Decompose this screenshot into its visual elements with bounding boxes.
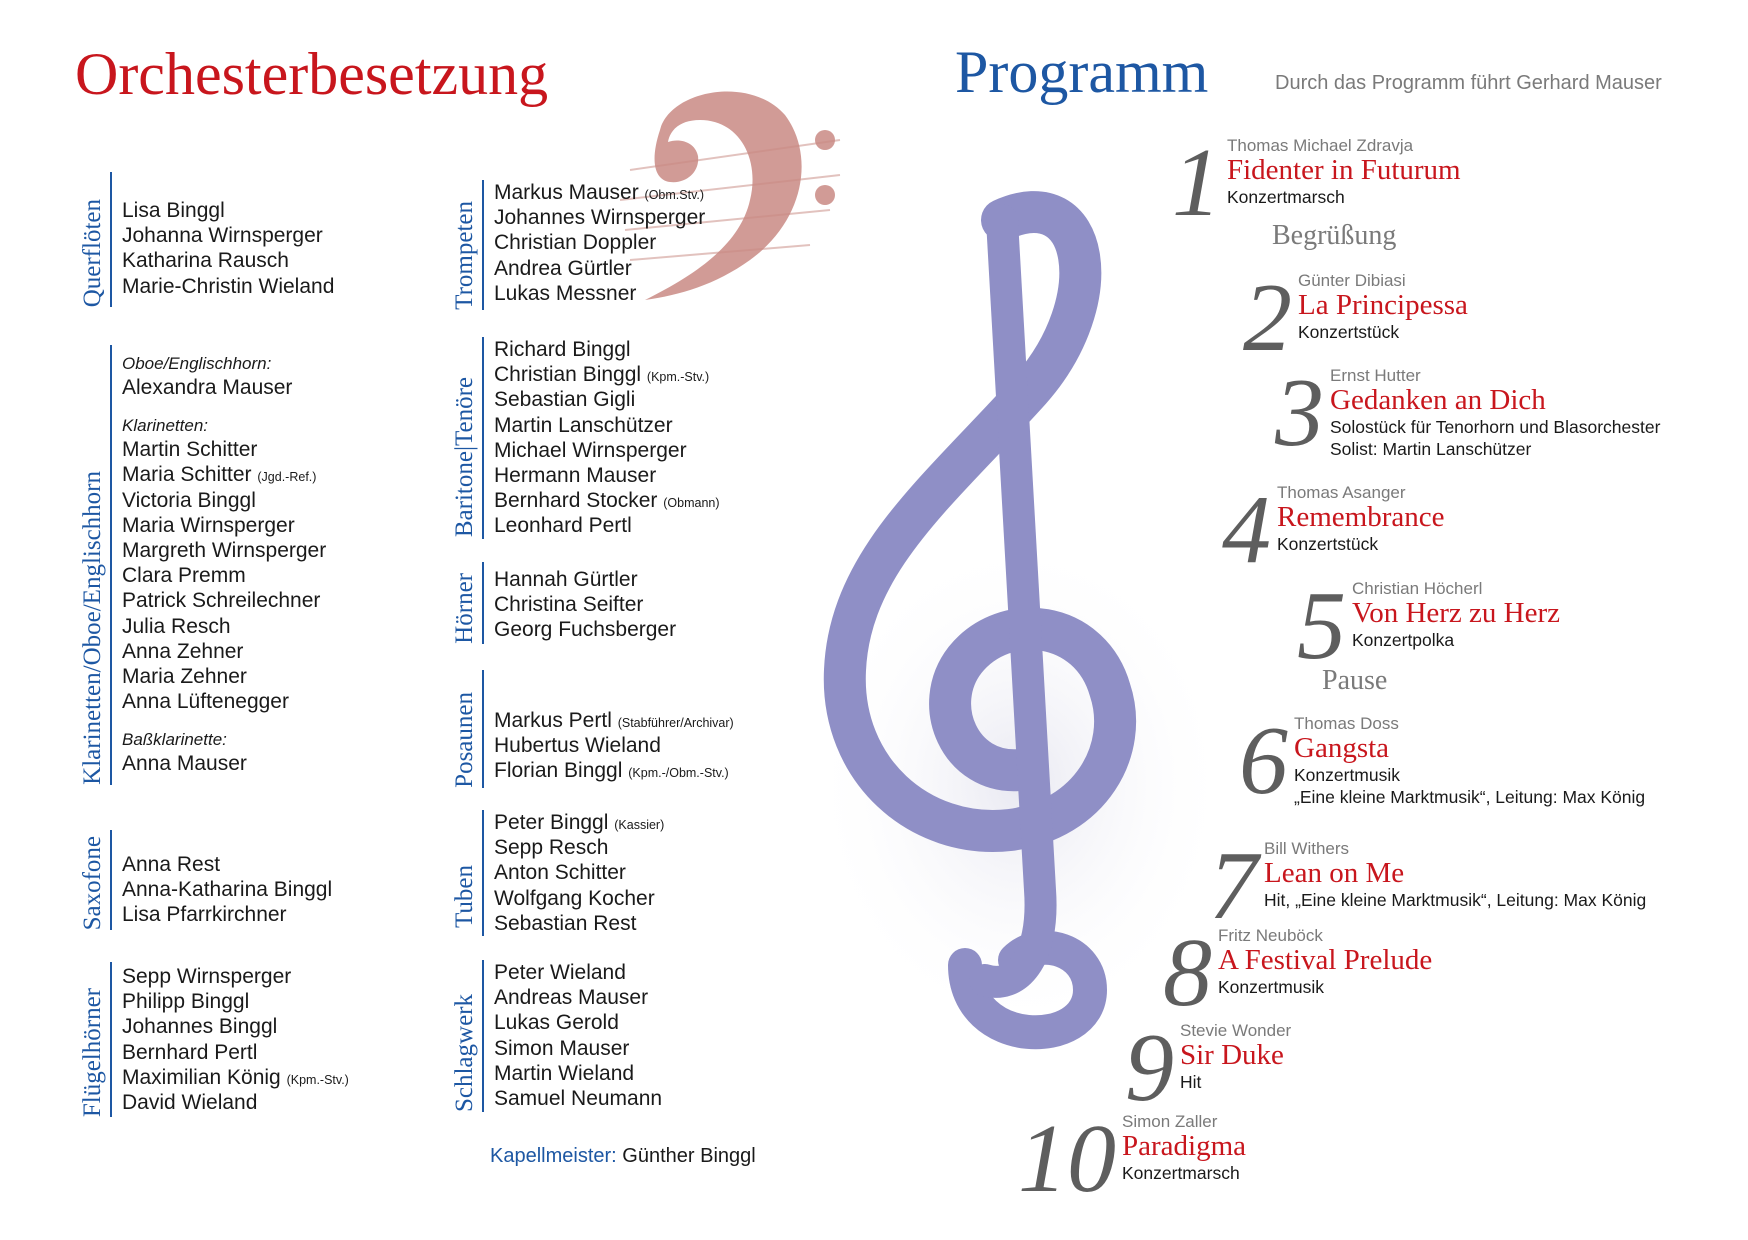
program-description: Konzertmusik <box>1218 977 1325 997</box>
program-number: 3 <box>1275 359 1324 467</box>
member-name: Alexandra Mauser <box>122 376 293 399</box>
program-title: Remembrance <box>1277 501 1445 533</box>
member-name: Florian Binggl (Kpm.-/Obm.-Stv.) <box>494 759 729 783</box>
program-title: Programm <box>955 39 1209 105</box>
program-description: Konzertstück <box>1277 534 1379 554</box>
member-name: Maria Wirnsperger <box>122 513 295 537</box>
treble-clef-icon <box>790 190 1220 1090</box>
member-name: Lukas Messner <box>494 281 637 305</box>
program-composer: Günter Dibiasi <box>1298 271 1406 290</box>
section-hoerner <box>450 562 676 644</box>
member-name: Anna Mauser <box>122 752 247 776</box>
member-name: Bernhard Stocker (Obmann) <box>494 489 720 513</box>
program-description: Konzertmarsch <box>1122 1163 1240 1183</box>
member-name: Julia Resch <box>122 614 231 638</box>
member-name: Hannah Gürtler <box>494 568 638 591</box>
program-item <box>1243 264 1468 372</box>
member-name: Lisa Pfarrkirchner <box>122 903 287 927</box>
member-name: Samuel Neumann <box>494 1086 663 1110</box>
program-number: 4 <box>1222 476 1271 584</box>
subsection-label: Baßklarinette: <box>122 730 227 750</box>
section-tuben <box>450 810 664 936</box>
member-name: Michael Wirnsperger <box>494 438 687 462</box>
program-item <box>1222 476 1445 584</box>
member-name: Maria Zehner <box>122 664 247 688</box>
program-composer: Stevie Wonder <box>1180 1021 1292 1040</box>
member-name: Markus Pertl (Stabführer/Archivar) <box>494 709 734 732</box>
subsection-label: Klarinetten: <box>122 416 208 436</box>
program-composer: Ernst Hutter <box>1330 366 1421 385</box>
program-composer: Bill Withers <box>1264 839 1350 858</box>
program-title: Lean on Me <box>1264 857 1405 889</box>
program-composer: Thomas Michael Zdravja <box>1227 136 1414 155</box>
member-name: Christina Seifter <box>494 593 644 617</box>
section-label: Schlagwerk <box>451 993 478 1112</box>
member-name: Hubertus Wieland <box>494 734 661 758</box>
section-klarinetten <box>78 345 326 785</box>
program-item <box>1275 359 1661 467</box>
program-item <box>1018 1105 1247 1213</box>
member-name: Andreas Mauser <box>494 986 649 1010</box>
program-number: 5 <box>1297 572 1346 680</box>
section-schlagwerk <box>450 960 662 1112</box>
member-name: Maximilian König (Kpm.-Stv.) <box>122 1065 349 1089</box>
member-name: Christian Binggl (Kpm.-Stv.) <box>494 363 710 387</box>
member-name: Marie-Christin Wieland <box>122 274 335 298</box>
role-note: (Jgd.-Ref.) <box>257 470 317 485</box>
section-trompeten <box>450 180 705 310</box>
role-note: (Obm.Stv.) <box>644 188 705 202</box>
program-title: La Principessa <box>1298 289 1468 321</box>
section-label: Flügelhörner <box>79 987 106 1117</box>
program-description: Konzertpolka <box>1352 630 1455 650</box>
member-name: Peter Wieland <box>494 961 626 984</box>
program-number: 6 <box>1239 707 1288 815</box>
role-note: (Kpm.-Stv.) <box>286 1072 349 1087</box>
section-label: Saxofone <box>79 835 106 930</box>
section-label: Hörner <box>451 573 478 644</box>
program-description: Konzertmusik <box>1294 765 1401 785</box>
program-title: Fidenter in Futurum <box>1227 154 1461 186</box>
program-number: 8 <box>1163 919 1212 1027</box>
program-title: Von Herz zu Herz <box>1352 597 1561 629</box>
program-description: Solostück für Tenorhorn und Blasorchester <box>1330 417 1661 437</box>
member-name: Clara Premm <box>122 564 246 588</box>
member-name: Hermann Mauser <box>494 463 657 487</box>
member-name: Anna Zehner <box>122 639 244 663</box>
program-composer: Thomas Doss <box>1294 714 1399 733</box>
program-description: Konzertstück <box>1298 322 1400 342</box>
member-name: Anna Rest <box>122 853 221 876</box>
program-title: Gangsta <box>1294 732 1390 764</box>
program-number: 2 <box>1243 264 1292 372</box>
program-description: Konzertmarsch <box>1227 187 1345 207</box>
program-description: Hit <box>1180 1072 1202 1092</box>
role-note: (Kpm.-Stv.) <box>646 370 710 385</box>
break-pause: Pause <box>1322 665 1388 696</box>
member-name: Johanna Wirnsperger <box>122 224 323 248</box>
orchestra-title: Orchesterbesetzung <box>75 41 549 107</box>
member-name: Anna Lüftenegger <box>122 690 289 714</box>
member-name: Simon Mauser <box>494 1036 630 1060</box>
program-number: 10 <box>1018 1105 1116 1213</box>
program-title: A Festival Prelude <box>1218 944 1433 976</box>
program-description: Solist: Martin Lanschützer <box>1330 439 1532 459</box>
member-name: Anna-Katharina Binggl <box>122 878 333 902</box>
member-name: Philipp Binggl <box>122 990 250 1014</box>
program-number: 1 <box>1172 129 1221 237</box>
member-name: Christian Doppler <box>494 231 657 255</box>
member-name: Georg Fuchsberger <box>494 618 677 642</box>
member-name: Martin Schitter <box>122 438 258 462</box>
kapellmeister-label: Kapellmeister: <box>490 1145 617 1167</box>
member-name: Lukas Gerold <box>494 1011 619 1035</box>
member-name: Sebastian Gigli <box>494 388 636 412</box>
moderator-note: Durch das Programm führt Gerhard Mauser <box>1275 72 1662 94</box>
member-name: Johannes Binggl <box>122 1015 278 1039</box>
program-title: Gedanken an Dich <box>1330 384 1546 416</box>
member-name: Sepp Resch <box>494 836 609 860</box>
member-name: Anton Schitter <box>494 861 626 885</box>
section-label: Querflöten <box>79 198 106 307</box>
program-item <box>1297 572 1561 680</box>
role-note: (Stabführer/Archivar) <box>617 716 734 730</box>
member-name: Margreth Wirnsperger <box>122 538 327 562</box>
program-number: 7 <box>1209 832 1258 940</box>
section-label: Baritone|Tenöre <box>451 376 478 537</box>
member-name: Peter Binggl (Kassier) <box>494 811 665 834</box>
member-name: Maria Schitter (Jgd.-Ref.) <box>122 463 317 487</box>
section-label: Posaunen <box>451 692 478 788</box>
program-composer: Fritz Neuböck <box>1218 926 1323 945</box>
member-name: Sepp Wirnsperger <box>122 965 292 988</box>
member-name: Patrick Schreilechner <box>122 589 321 613</box>
section-label: Tuben <box>451 865 478 928</box>
program-item <box>1239 707 1646 815</box>
member-name: Markus Mauser (Obm.Stv.) <box>494 181 705 204</box>
member-name: Andrea Gürtler <box>494 256 632 280</box>
section-label: Trompeten <box>451 201 478 310</box>
program-composer: Thomas Asanger <box>1277 483 1406 502</box>
member-name: Leonhard Pertl <box>494 514 632 538</box>
role-note: (Kassier) <box>614 818 665 832</box>
kapellmeister-name: Günther Binggl <box>622 1145 756 1167</box>
program-number: 9 <box>1125 1014 1174 1122</box>
role-note: (Obmann) <box>663 496 720 511</box>
section-label: Klarinetten/Oboe/Englischhorn <box>79 471 106 785</box>
program-title: Sir Duke <box>1180 1039 1284 1071</box>
member-name: Wolfgang Kocher <box>494 886 655 910</box>
member-name: Martin Lanschützer <box>494 413 673 437</box>
section-querfloeten <box>78 172 334 307</box>
member-name: Sebastian Rest <box>494 911 637 935</box>
role-note: (Kpm.-/Obm.-Stv.) <box>628 766 729 781</box>
section-posaunen <box>450 670 734 788</box>
member-name: Richard Binggl <box>494 338 631 361</box>
member-name: Martin Wieland <box>494 1061 635 1085</box>
subsection-label: Oboe/Englischhorn: <box>122 354 272 373</box>
member-name: Johannes Wirnsperger <box>494 206 706 230</box>
member-name: Victoria Binggl <box>122 488 256 512</box>
program-composer: Christian Höcherl <box>1352 579 1483 598</box>
program-description: „Eine kleine Marktmusik“, Leitung: Max König <box>1294 787 1646 807</box>
program-description: Hit, „Eine kleine Marktmusik“, Leitung: Max König <box>1264 890 1647 910</box>
member-name: David Wieland <box>122 1090 258 1114</box>
section-saxofone <box>78 830 332 930</box>
kapellmeister <box>490 1145 756 1168</box>
section-fluegelhoerner <box>78 962 349 1117</box>
member-name: Bernhard Pertl <box>122 1040 258 1064</box>
program-composer: Simon Zaller <box>1122 1112 1218 1131</box>
member-name: Lisa Binggl <box>122 199 225 222</box>
member-name: Katharina Rausch <box>122 249 289 273</box>
section-baritone <box>450 337 720 539</box>
break-greeting: Begrüßung <box>1272 220 1397 251</box>
program-item <box>1163 919 1433 1027</box>
program-title: Paradigma <box>1122 1130 1247 1162</box>
